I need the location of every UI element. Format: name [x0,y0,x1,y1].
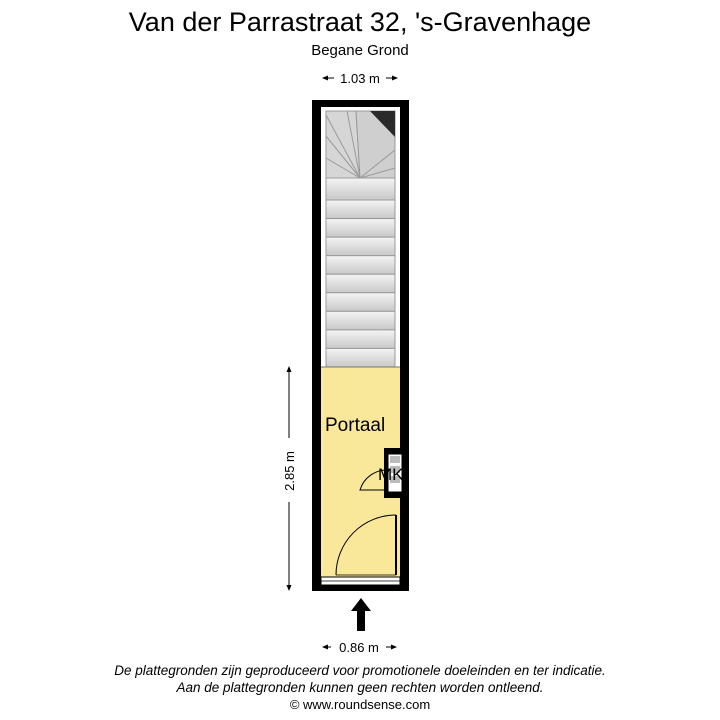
stair-tread [326,200,395,219]
bottom-dimension [322,640,397,655]
disclaimer-line-2: Aan de plattegronden kunnen geen rechten worden ontleend. [176,680,544,695]
stair-tread [326,274,395,293]
left-height-label: 2.85 m [282,451,297,491]
stair-tread [326,219,395,238]
stair-tread [326,256,395,275]
top-width-label: 1.03 m [340,71,380,86]
floor-name: Begane Grond [311,42,409,59]
meterkast-label: MK [378,465,404,484]
bottom-width-label: 0.86 m [339,640,379,655]
plan-title: Van der Parrastraat 32, 's-Gravenhage [128,7,592,37]
stair-tread [326,330,395,349]
left-dimension [282,366,297,591]
stair-tread [326,348,395,367]
stair-tread [326,311,395,330]
disclaimer-line-1: De plattegronden zijn geproduceerd voor promotionele doeleinden en ter indicatie. [114,663,606,678]
copyright-link[interactable]: © www.roundsense.com [289,697,431,712]
entrance-arrow-icon [351,598,371,631]
top-dimension [322,71,398,86]
room-label-portaal: Portaal [325,415,386,436]
stair-tread [326,237,395,256]
stair-tread [326,293,395,312]
straight-stairs [326,200,395,367]
winding-stairs [326,111,395,200]
